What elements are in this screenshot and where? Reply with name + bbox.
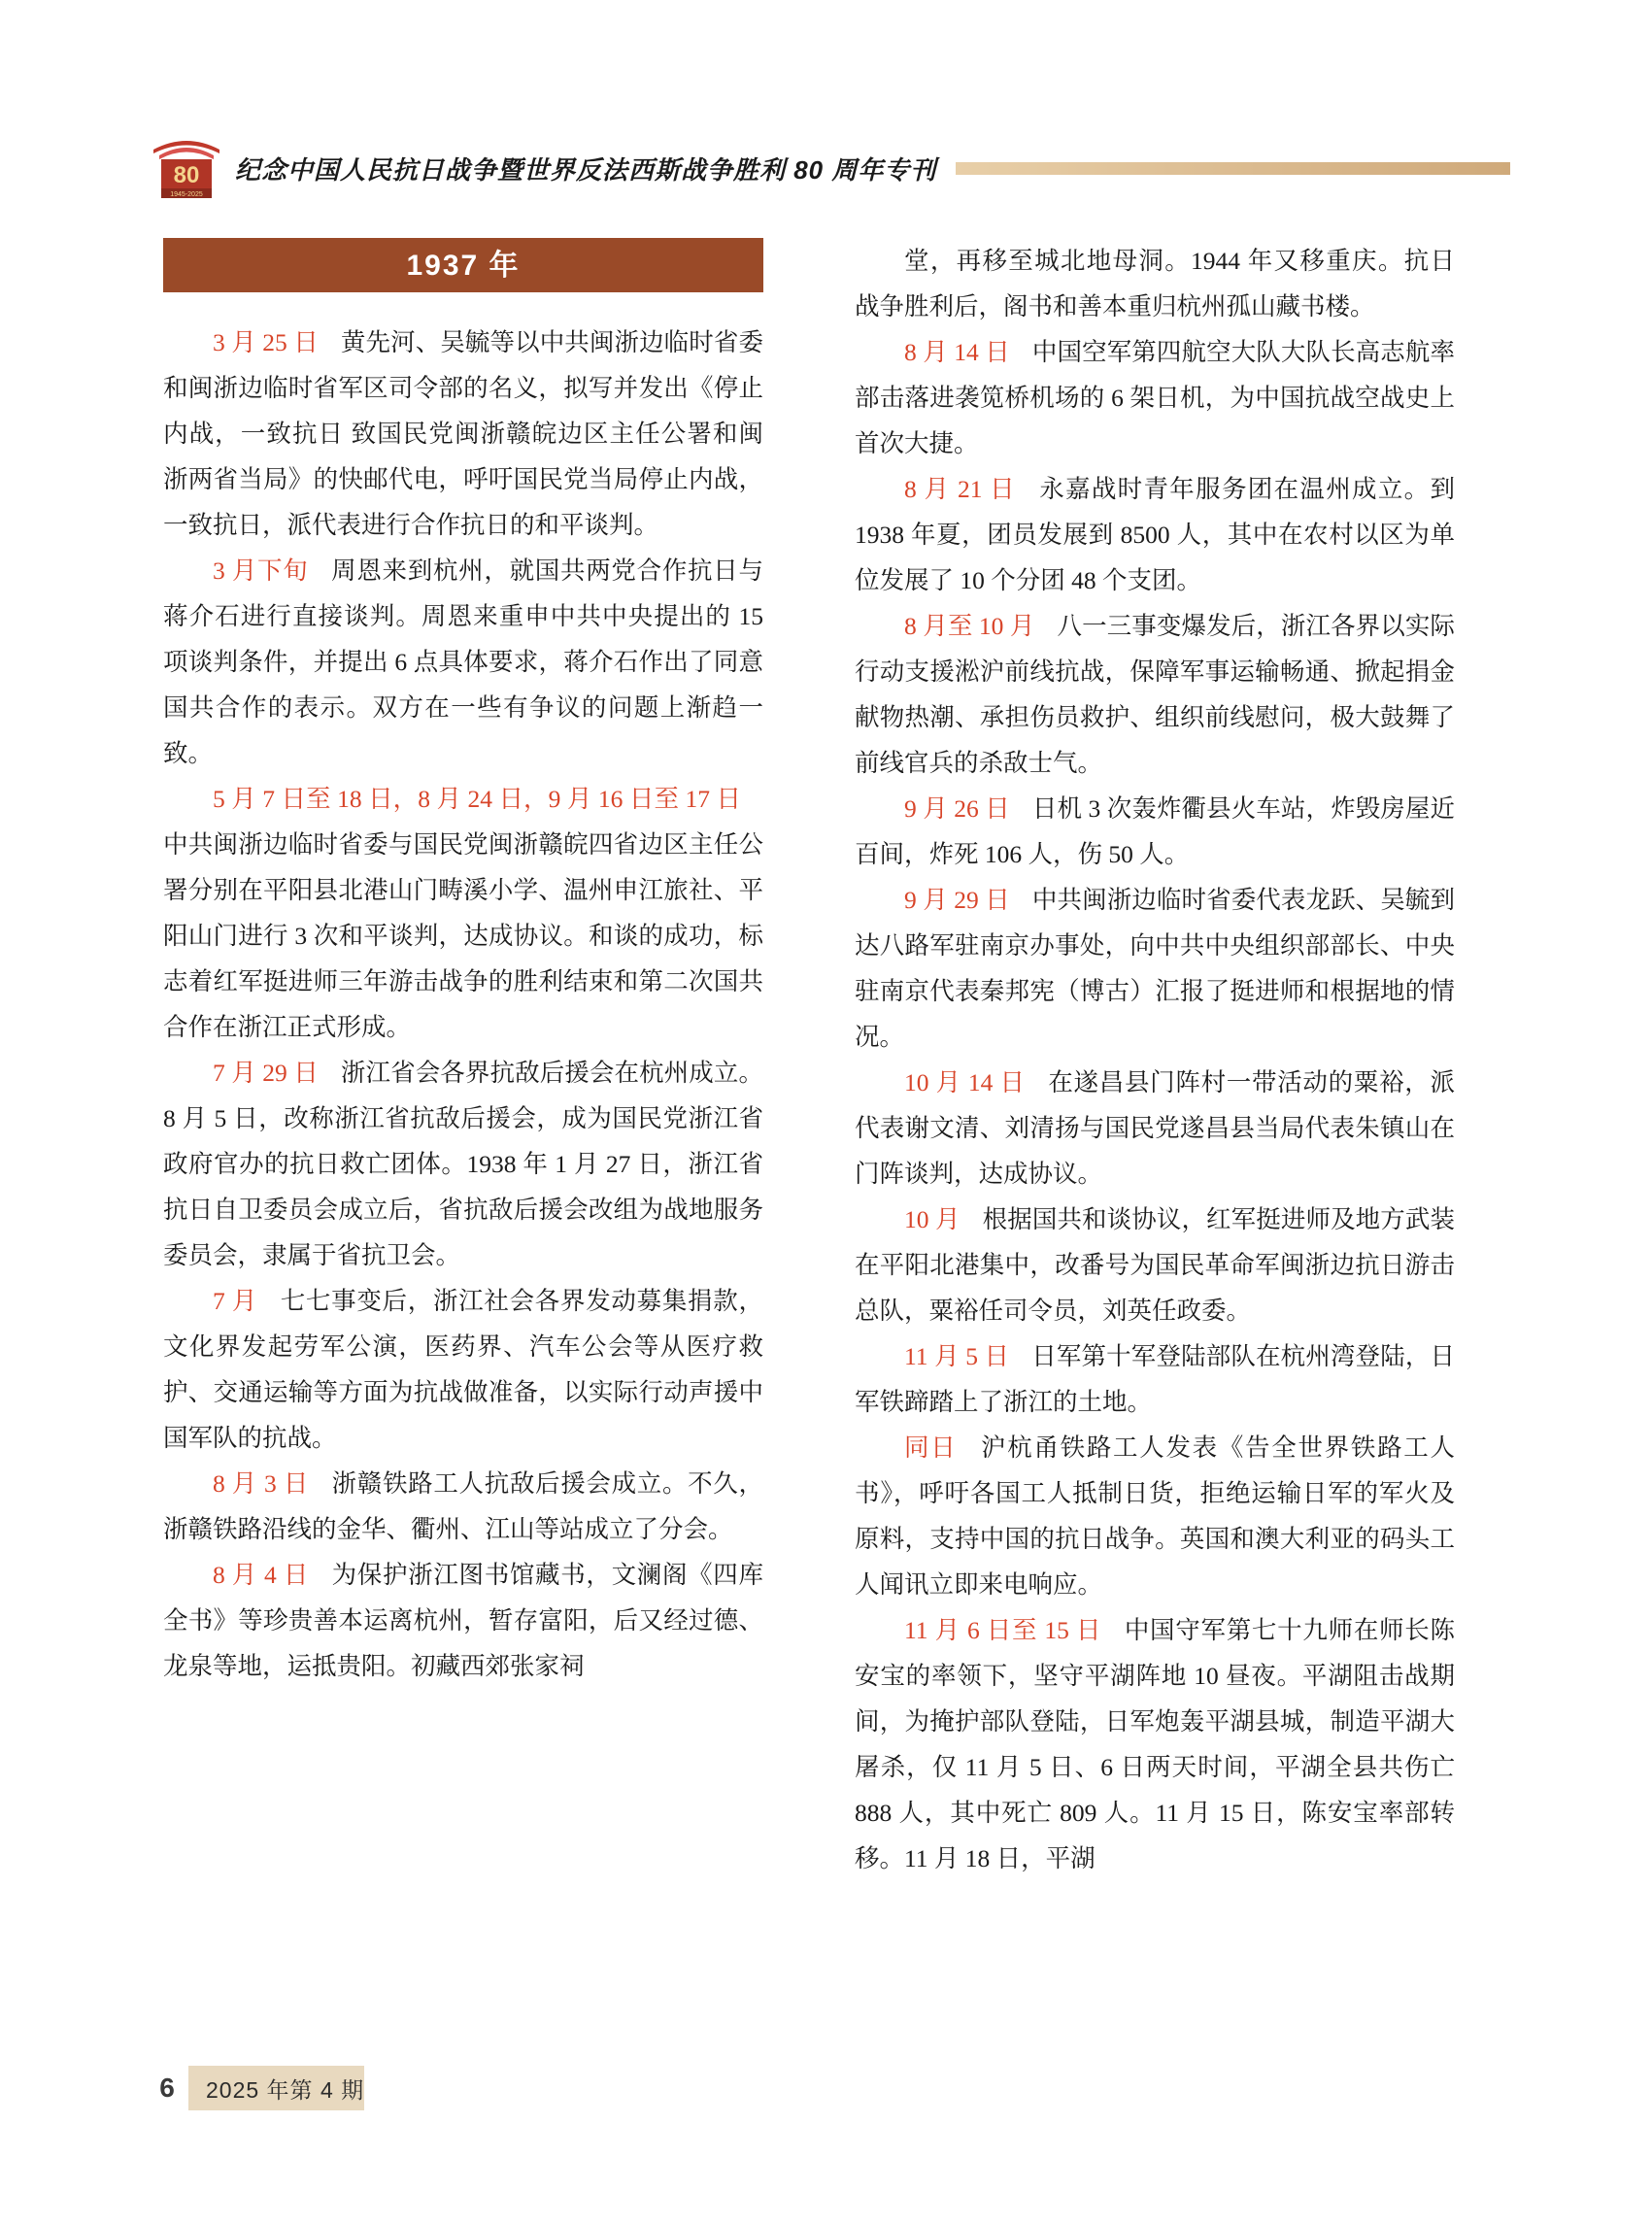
entry-text: 为保护浙江图书馆藏书，文澜阁《四库全书》等珍贵善本运离杭州，暂存富阳，后又经过德、龙泉等地，运抵贵阳。初藏西郊张家祠 xyxy=(163,1561,763,1680)
entry-paragraph xyxy=(163,548,763,776)
entry-text: 七七事变后，浙江社会各界发动募集捐款，文化界发起劳军公演，医药界、汽车公会等从医疗救护、交通运输等方面为抗战做准备，以实际行动声援中国军队的抗战。 xyxy=(163,1287,763,1452)
entry-date: 9 月 29 日 xyxy=(904,886,1010,914)
entry-paragraph xyxy=(855,1607,1455,1881)
entry-paragraph xyxy=(855,877,1455,1060)
entry-date: 10 月 xyxy=(904,1205,961,1233)
entry-text: 中国空军第四航空大队大队长高志航率部击落进袭笕桥机场的 6 架日机，为中国抗战空战史上首次大捷。 xyxy=(855,338,1455,457)
entry-date: 7 月 xyxy=(213,1287,258,1315)
entry-paragraph xyxy=(855,1333,1455,1425)
entry-text: 中共闽浙边临时省委代表龙跃、吴毓到达八路军驻南京办事处，向中共中央组织部部长、中央驻南京代表秦邦宪（博古）汇报了挺进师和根据地的情况。 xyxy=(855,886,1455,1051)
entry-date: 8 月 3 日 xyxy=(213,1469,310,1498)
entry-date: 3 月下旬 xyxy=(213,556,309,585)
entry-paragraph xyxy=(855,1197,1455,1333)
entry-date: 7 月 29 日 xyxy=(213,1059,319,1087)
entry-paragraph xyxy=(163,1050,763,1278)
page-number: 6 xyxy=(146,2066,188,2110)
entry-text: 中国守军第七十九师在师长陈安宝的率领下，坚守平湖阵地 10 昼夜。平湖阻击战期间，为掩护部队登陆，日军炮轰平湖县城，制造平湖大屠杀，仅 11 月 5 日、6 日两天时间，平湖全县共伤亡 888 人，其中死亡 809 人。11 月 15 日，陈安宝率部转移。11 月 18 日，平湖 xyxy=(855,1616,1455,1872)
svg-text:80: 80 xyxy=(173,162,200,188)
entry-date: 8 月 21 日 xyxy=(904,475,1016,503)
entry-text: 中共闽浙边临时省委与国民党闽浙赣皖四省边区主任公署分别在平阳县北港山门畴溪小学、温州申江旅社、平阳山门进行 3 次和平谈判，达成协议。和谈的成功，标志着红军挺进师三年游击战争的胜利结束和第二次国共合作在浙江正式形成。 xyxy=(163,830,763,1041)
entry-paragraph xyxy=(855,1425,1455,1607)
entry-paragraph xyxy=(855,238,1455,329)
entry-date: 8 月 14 日 xyxy=(904,338,1010,366)
left-column-body xyxy=(163,320,763,1689)
entry-date: 3 月 25 日 xyxy=(213,328,319,356)
entry-paragraph xyxy=(855,466,1455,603)
entry-paragraph xyxy=(855,786,1455,877)
entry-paragraph xyxy=(855,1060,1455,1197)
entry-text: 在遂昌县门阵村一带活动的粟裕，派代表谢文清、刘清扬与国民党遂昌县当局代表朱镇山在门阵谈判，达成协议。 xyxy=(855,1068,1455,1188)
entry-paragraph xyxy=(855,329,1455,466)
entry-text: 周恩来到杭州，就国共两党合作抗日与蒋介石进行直接谈判。周恩来重申中共中央提出的 15 项谈判条件，并提出 6 点具体要求，蒋介石作出了同意国共合作的表示。双方在一些有争议的问题上渐趋一致。 xyxy=(163,556,763,767)
right-column xyxy=(855,238,1455,1881)
entry-paragraph xyxy=(163,776,763,1050)
entry-date: 8 月至 10 月 xyxy=(904,612,1035,640)
entry-paragraph xyxy=(163,320,763,548)
year-banner: 1937 年 xyxy=(163,238,763,292)
entry-text: 黄先河、吴毓等以中共闽浙边临时省委和闽浙边临时省军区司令部的名义，拟写并发出《停止内战，一致抗日 致国民党闽浙赣皖边区主任公署和闽浙两省当局》的快邮代电，呼吁国民党当局停止内战，一致抗日，派代表进行合作抗日的和平谈判。 xyxy=(163,328,763,539)
entry-date: 5 月 7 日至 18 日，8 月 24 日，9 月 16 日至 17 日 xyxy=(213,785,742,813)
entry-text: 浙江省会各界抗敌后援会在杭州成立。8 月 5 日，改称浙江省抗敌后援会，成为国民党浙江省政府官办的抗日救亡团体。1938 年 1 月 27 日，浙江省抗日自卫委员会成立后，省抗敌后援会改组为战地服务委员会，隶属于省抗卫会。 xyxy=(163,1059,763,1269)
right-column-body xyxy=(855,238,1455,1881)
entry-date: 10 月 14 日 xyxy=(904,1068,1026,1096)
entry-text: 沪杭甬铁路工人发表《告全世界铁路工人书》，呼吁各国工人抵制日货，拒绝运输日军的军火及原料，支持中国的抗日战争。英国和澳大利亚的码头工人闻讯立即来电响应。 xyxy=(855,1433,1455,1599)
entry-text: 浙赣铁路工人抗敌后援会成立。不久，浙赣铁路沿线的金华、衢州、江山等站成立了分会。 xyxy=(163,1469,763,1543)
header-rule xyxy=(956,162,1510,175)
header-title: 纪念中国人民抗日战争暨世界反法西斯战争胜利 80 周年专刊 xyxy=(235,154,937,185)
entry-date: 8 月 4 日 xyxy=(213,1561,310,1589)
entry-date: 同日 xyxy=(904,1433,958,1462)
page-header xyxy=(146,134,1510,202)
entry-text: 八一三事变爆发后，浙江各界以实际行动支援淞沪前线抗战，保障军事运输畅通、掀起捐金献物热潮、承担伤员救护、组织前线慰问，极大鼓舞了前线官兵的杀敌士气。 xyxy=(855,612,1455,777)
entry-text: 日机 3 次轰炸衢县火车站，炸毁房屋近百间，炸死 106 人，伤 50 人。 xyxy=(855,794,1455,868)
entry-paragraph xyxy=(855,603,1455,786)
entry-paragraph xyxy=(163,1278,763,1461)
svg-text:1945-2025: 1945-2025 xyxy=(170,191,203,198)
entry-text: 根据国共和谈协议，红军挺进师及地方武装在平阳北港集中，改番号为国民革命军闽浙边抗日游击总队，粟裕任司令员，刘英任政委。 xyxy=(855,1205,1455,1325)
entry-text: 日军第十军登陆部队在杭州湾登陆，日军铁蹄踏上了浙江的土地。 xyxy=(855,1342,1455,1416)
entry-date: 11 月 5 日 xyxy=(904,1342,1010,1370)
anniversary-emblem-icon xyxy=(146,134,227,202)
issue-label: 2025 年第 4 期 xyxy=(188,2066,364,2110)
page-footer xyxy=(146,2066,364,2110)
entry-text: 堂，再移至城北地母洞。1944 年又移重庆。抗日战争胜利后，阁书和善本重归杭州孤山藏书楼。 xyxy=(855,247,1455,320)
entry-date: 9 月 26 日 xyxy=(904,794,1010,823)
entry-paragraph xyxy=(163,1552,763,1689)
entry-text: 永嘉战时青年服务团在温州成立。到 1938 年夏，团员发展到 8500 人，其中在农村以区为单位发展了 10 个分团 48 个支团。 xyxy=(855,475,1455,594)
left-column xyxy=(163,238,763,1689)
entry-date: 11 月 6 日至 15 日 xyxy=(904,1616,1102,1644)
entry-paragraph xyxy=(163,1461,763,1552)
